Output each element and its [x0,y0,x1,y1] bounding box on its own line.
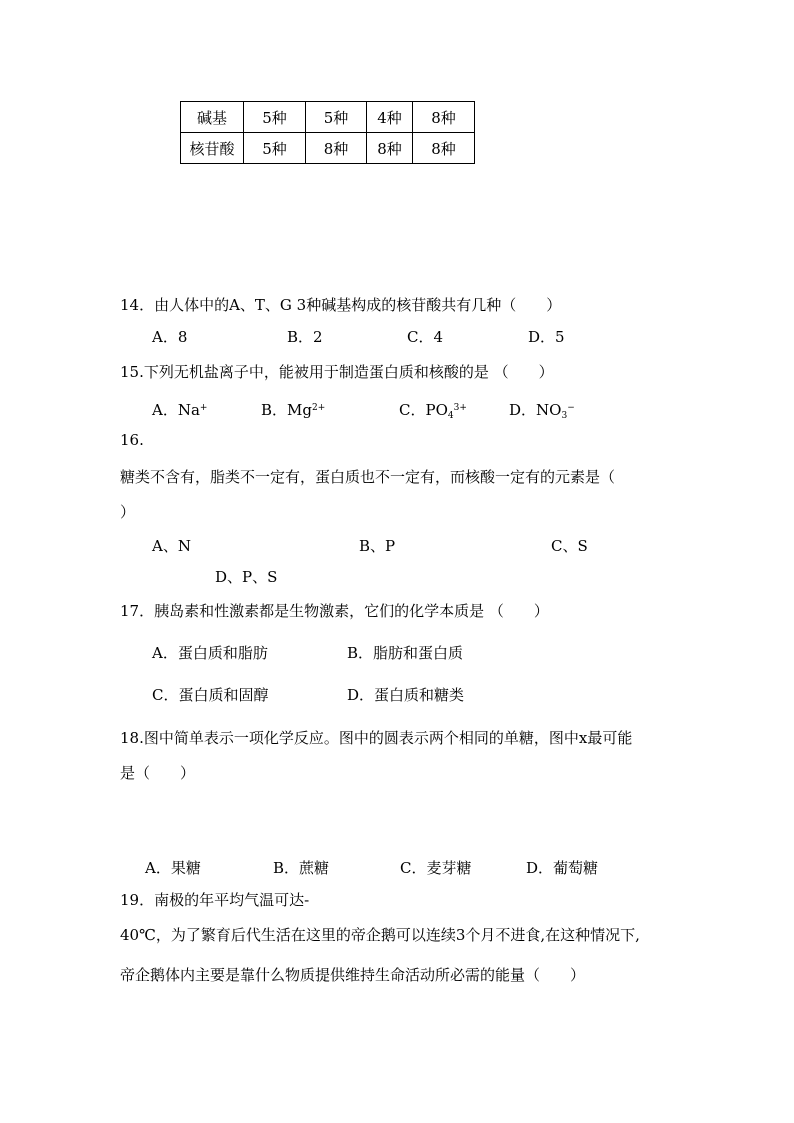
question-18-option-b: B．蔗糖 [273,859,330,877]
question-14-stem: 14．由人体中的A、T、G 3种碱基构成的核苷酸共有几种（ ） [120,296,562,314]
question-16-option-b: B、P [359,537,396,555]
question-18-option-c: C．麦芽糖 [400,859,472,877]
question-15-stem: 15.下列无机盐离子中，能被用于制造蛋白质和核酸的是 （ ） [120,363,554,381]
table-cell: 5种 [306,102,367,133]
question-16-option-c: C、S [551,537,588,555]
question-15-option-d: D．$NO_3^-$ [509,401,575,421]
table-cell: 5种 [244,133,306,164]
question-18-option-d: D．葡萄糖 [526,859,599,877]
table-cell: 8种 [413,133,475,164]
question-16-option-a: A、N [152,537,191,555]
question-14-option-d: D．5 [528,328,565,346]
table-cell: 8种 [413,102,475,133]
question-19-stem-line2: 40℃，为了繁育后代生活在这里的帝企鹅可以连续3个月不进食,在这种情况下, [120,926,640,944]
question-15-option-b: B．$Mg^{2+}$ [261,401,326,419]
question-14-option-a: A．8 [152,328,188,346]
question-17-option-b: B．脂肪和蛋白质 [347,644,464,662]
table-row [181,133,475,164]
question-14-option-c: C．4 [407,328,444,346]
question-18-option-a: A．果糖 [145,859,201,877]
table-row [181,102,475,133]
question-17-stem: 17．胰岛素和性激素都是生物激素，它们的化学本质是 （ ） [120,602,549,620]
question-17-option-c: C．蛋白质和固醇 [152,686,269,704]
question-17-option-d: D．蛋白质和糖类 [347,686,465,704]
question-16-option-d: D、P、S [215,568,278,586]
question-18-stem-line2: 是（ ） [120,764,196,782]
question-14-option-b: B．2 [287,328,323,346]
question-15-option-a: A．Na+ [152,401,208,419]
table-cell: 4种 [367,102,413,133]
question-16-stem-line2: ） [120,503,136,521]
nucleotide-table [180,101,475,164]
question-19-stem-line1: 19．南极的年平均气温可达- [120,891,310,909]
table-cell: 8种 [306,133,367,164]
table-cell: 8种 [367,133,413,164]
question-15-option-c: C．$PO_4^{3+}$ [399,401,467,421]
table-cell: 核苷酸 [181,133,244,164]
question-17-option-a: A．蛋白质和脂肪 [152,644,268,662]
question-18-stem-line1: 18.图中简单表示一项化学反应。图中的圆表示两个相同的单糖，图中x最可能 [120,729,633,747]
question-16-number: 16. [120,431,144,449]
table-cell: 碱基 [181,102,244,133]
question-19-stem-line3: 帝企鹅体内主要是靠什么物质提供维持生命活动所必需的能量（ ） [120,966,586,984]
question-16-stem-line1: 糖类不含有，脂类不一定有，蛋白质也不一定有，而核酸一定有的元素是（ [120,468,616,486]
table-cell: 5种 [244,102,306,133]
